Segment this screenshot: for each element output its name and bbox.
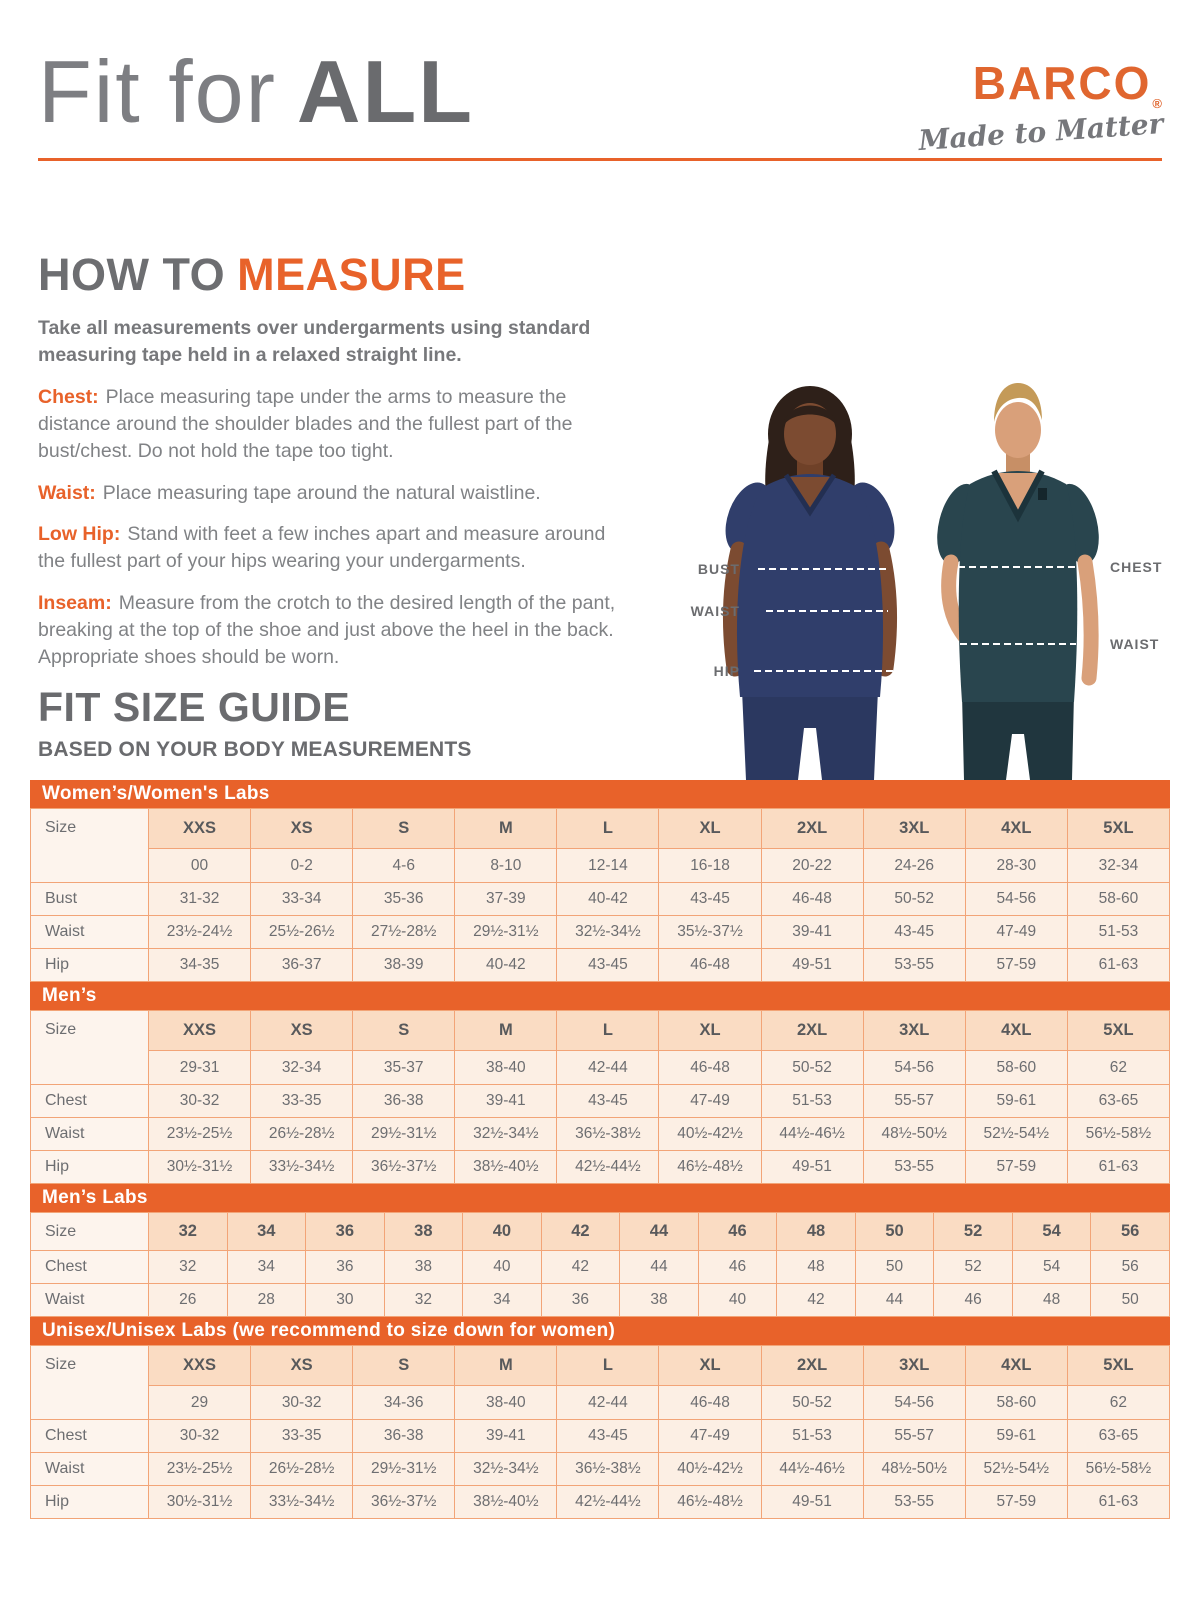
measurement-cell: 61-63 [1067,1486,1169,1519]
measure-item-low-hip [38,521,632,575]
measure-item-chest [38,384,632,465]
table-row [31,1118,1170,1151]
size-number-cell: 62 [1067,1386,1169,1420]
measurement-cell: 53-55 [863,1486,965,1519]
size-header-cell: S [353,1011,455,1051]
measurement-cell: 32½-34½ [557,916,659,949]
size-header-cell: 2XL [761,1346,863,1386]
measurement-cell: 29½-31½ [353,1118,455,1151]
table-row [31,916,1170,949]
size-number-cell: 29 [149,1386,251,1420]
size-header-cell: 2XL [761,1011,863,1051]
measurement-cell: 52 [934,1251,1013,1284]
size-header-cell: 48 [777,1213,856,1251]
measurement-cell: 54-56 [965,883,1067,916]
measurement-cell: 42 [541,1251,620,1284]
measurement-cell: 48½-50½ [863,1453,965,1486]
row-label: Waist [31,1118,149,1151]
measurement-cell: 34 [463,1284,542,1317]
size-table-mens-labs-grid [30,1212,1170,1317]
measurement-cell: 50 [1091,1284,1170,1317]
measurement-cell: 43-45 [659,883,761,916]
size-header-cell: XL [659,1011,761,1051]
size-number-cell: 42-44 [557,1051,659,1085]
measurement-cell: 32 [384,1284,463,1317]
measurement-cell: 34 [227,1251,306,1284]
measurement-cell: 35½-37½ [659,916,761,949]
size-number-cell: 4-6 [353,849,455,883]
measure-term: Low Hip: [38,523,121,546]
female-model [717,386,912,780]
table-row [31,1486,1170,1519]
measurement-cell: 51-53 [761,1085,863,1118]
measurement-cell: 59-61 [965,1420,1067,1453]
measure-text: Place measuring tape under the arms to measure the distance around the shoulder blades and the fullest part of the bust/chest. Do not hold the tape too tight. [38,385,573,462]
size-header-cell: L [557,809,659,849]
row-label: Waist [31,1284,149,1317]
size-header-cell: 4XL [965,1346,1067,1386]
size-header-cell: 54 [1012,1213,1091,1251]
size-tables [30,780,1170,1519]
measurement-cell: 56 [1091,1251,1170,1284]
size-number-cell: 54-56 [863,1051,965,1085]
size-header-cell: 5XL [1067,809,1169,849]
size-number-cell: 8-10 [455,849,557,883]
row-label: Waist [31,1453,149,1486]
size-number-cell: 50-52 [761,1386,863,1420]
size-header-cell: 44 [620,1213,699,1251]
measurement-cell: 52½-54½ [965,1118,1067,1151]
size-number-cell: 0-2 [251,849,353,883]
measurement-cell: 57-59 [965,1486,1067,1519]
measurement-cell: 43-45 [557,1420,659,1453]
page-title [38,42,474,141]
how-to-measure-section [38,249,632,671]
measurement-cell: 48 [777,1251,856,1284]
measurement-cell: 33½-34½ [251,1151,353,1184]
measurement-cell: 23½-25½ [149,1118,251,1151]
measurement-cell: 31-32 [149,883,251,916]
measurement-cell: 30 [306,1284,385,1317]
size-header-cell: 3XL [863,809,965,849]
measurement-cell: 36-37 [251,949,353,982]
size-table-womens-grid [30,808,1170,982]
measurement-cell: 63-65 [1067,1085,1169,1118]
size-header-cell: 2XL [761,809,863,849]
measurement-cell: 50-52 [863,883,965,916]
measurement-cell: 43-45 [557,1085,659,1118]
measurement-cell: 42½-44½ [557,1486,659,1519]
measurement-cell: 36½-37½ [353,1486,455,1519]
measurement-cell: 38 [620,1284,699,1317]
measurement-cell: 40 [698,1284,777,1317]
measurement-cell: 38½-40½ [455,1486,557,1519]
size-number-cell: 50-52 [761,1051,863,1085]
size-number-cell: 58-60 [965,1051,1067,1085]
size-number-cell: 32-34 [1067,849,1169,883]
size-number-cell: 62 [1067,1051,1169,1085]
waist-label-male: WAIST [1110,636,1160,652]
measurement-cell: 39-41 [761,916,863,949]
table-row [31,1151,1170,1184]
measurement-cell: 32½-34½ [455,1118,557,1151]
table-row [31,883,1170,916]
size-header-cell: 3XL [863,1011,965,1051]
measure-text: Stand with feet a few inches apart and measure around the fullest part of your hips wearing your undergarments. [38,523,606,573]
size-header-cell: XL [659,809,761,849]
size-header-cell: M [455,809,557,849]
measurement-cell: 36-38 [353,1085,455,1118]
measurement-cell: 30-32 [149,1420,251,1453]
row-label-size: Size [31,1213,149,1251]
measurement-cell: 32½-34½ [455,1453,557,1486]
size-header-cell: 5XL [1067,1011,1169,1051]
measurement-cell: 49-51 [761,949,863,982]
measure-text: Measure from the crotch to the desired length of the pant, breaking at the top of the shoe and just above the heel in the back. Appropriate shoes should be worn. [38,592,616,669]
row-label-size: Size [31,809,149,883]
waist-label-female: WAIST [690,603,740,619]
size-number-cell: 35-37 [353,1051,455,1085]
measurement-cell: 38-39 [353,949,455,982]
measurement-cell: 48 [1012,1284,1091,1317]
measurement-cell: 38½-40½ [455,1151,557,1184]
measurement-cell: 42½-44½ [557,1151,659,1184]
measurement-cell: 25½-26½ [251,916,353,949]
measurement-cell: 38 [384,1251,463,1284]
measurement-cell: 23½-25½ [149,1453,251,1486]
measurement-cell: 29½-31½ [455,916,557,949]
row-label: Chest [31,1085,149,1118]
measurement-cell: 47-49 [659,1085,761,1118]
table-row [31,1284,1170,1317]
measurement-cell: 33-35 [251,1085,353,1118]
size-table-womens [30,780,1170,982]
measurement-cell: 61-63 [1067,1151,1169,1184]
size-header-cell: 36 [306,1213,385,1251]
measurement-models-figure [640,372,1200,780]
hip-label: HIP [713,663,740,679]
row-label: Hip [31,1151,149,1184]
measure-term: Inseam: [38,592,112,615]
size-number-cell: 29-31 [149,1051,251,1085]
row-label: Chest [31,1420,149,1453]
heading-gray-part: HOW TO [38,249,226,300]
measurement-cell: 37-39 [455,883,557,916]
measurement-cell: 33½-34½ [251,1486,353,1519]
measurement-cell: 33-34 [251,883,353,916]
size-header-cell: XL [659,1346,761,1386]
size-header-cell: 3XL [863,1346,965,1386]
measurement-cell: 49-51 [761,1486,863,1519]
measurement-cell: 43-45 [557,949,659,982]
measurement-cell: 55-57 [863,1420,965,1453]
size-number-cell: 42-44 [557,1386,659,1420]
measurement-cell: 44 [855,1284,934,1317]
measurement-cell: 40-42 [557,883,659,916]
measurement-cell: 34-35 [149,949,251,982]
barco-wordmark [918,57,1164,111]
measurement-cell: 28 [227,1284,306,1317]
measurement-cell: 59-61 [965,1085,1067,1118]
measurement-cell: 36 [306,1251,385,1284]
measurement-cell: 42 [777,1284,856,1317]
measurement-cell: 26 [149,1284,228,1317]
row-label: Waist [31,916,149,949]
size-header-cell: XS [251,1011,353,1051]
size-header-cell: 52 [934,1213,1013,1251]
barco-brand-text: BARCO [972,57,1152,109]
measurement-cell: 51-53 [1067,916,1169,949]
size-number-cell: 58-60 [965,1386,1067,1420]
measurement-cell: 46 [698,1251,777,1284]
measurement-cell: 57-59 [965,949,1067,982]
size-number-cell: 34-36 [353,1386,455,1420]
row-label: Hip [31,949,149,982]
barco-logo [917,57,1165,158]
row-label-size: Size [31,1346,149,1420]
row-label: Chest [31,1251,149,1284]
size-header-cell: XXS [149,1346,251,1386]
size-header-cell: L [557,1346,659,1386]
size-number-cell: 00 [149,849,251,883]
size-header-cell: M [455,1346,557,1386]
measurement-cell: 46-48 [659,949,761,982]
measurement-cell: 43-45 [863,916,965,949]
measurement-cell: 39-41 [455,1420,557,1453]
size-number-cell: 54-56 [863,1386,965,1420]
size-number-cell: 32-34 [251,1051,353,1085]
chest-label: CHEST [1110,559,1163,575]
size-header-cell: 50 [855,1213,934,1251]
measurement-cell: 57-59 [965,1151,1067,1184]
measurement-cell: 33-35 [251,1420,353,1453]
row-label: Bust [31,883,149,916]
heading-orange-part: MEASURE [237,249,466,300]
size-header-cell: 4XL [965,1011,1067,1051]
measurement-cell: 61-63 [1067,949,1169,982]
size-header-cell: M [455,1011,557,1051]
measurement-cell: 44½-46½ [761,1118,863,1151]
page-title-bold: ALL [296,42,474,141]
measurement-cell: 40½-42½ [659,1453,761,1486]
measurement-cell: 49-51 [761,1151,863,1184]
size-header-cell: 38 [384,1213,463,1251]
how-to-measure-heading [38,249,632,300]
measurement-cell: 26½-28½ [251,1118,353,1151]
table-row [31,1251,1170,1284]
measurement-cell: 56½-58½ [1067,1118,1169,1151]
measurement-cell: 26½-28½ [251,1453,353,1486]
table-banner-unisex: Unisex/Unisex Labs (we recommend to size down for women) [30,1317,1170,1345]
size-header-cell: 40 [463,1213,542,1251]
measurement-cell: 53-55 [863,949,965,982]
size-number-cell: 38-40 [455,1051,557,1085]
measurement-cell: 30-32 [149,1085,251,1118]
measurement-cell: 36½-38½ [557,1118,659,1151]
table-row [31,1420,1170,1453]
measurement-cell: 36½-37½ [353,1151,455,1184]
orange-divider [38,158,1162,161]
measurement-cell: 30½-31½ [149,1486,251,1519]
measurement-cell: 27½-28½ [353,916,455,949]
table-row [31,949,1170,982]
measurement-cell: 54 [1012,1251,1091,1284]
measurement-cell: 58-60 [1067,883,1169,916]
measurement-cell: 40-42 [455,949,557,982]
table-row [31,1453,1170,1486]
measure-term: Waist: [38,481,96,504]
measure-item-inseam [38,590,632,671]
size-header-cell: 32 [149,1213,228,1251]
measurement-cell: 63-65 [1067,1420,1169,1453]
page-title-light: Fit for [38,42,277,141]
size-number-cell: 28-30 [965,849,1067,883]
row-label-size: Size [31,1011,149,1085]
size-header-cell: XS [251,809,353,849]
size-header-cell: L [557,1011,659,1051]
measurement-cell: 23½-24½ [149,916,251,949]
models-illustration [640,372,1200,780]
size-table-unisex [30,1317,1170,1519]
size-header-cell: XXS [149,1011,251,1051]
measurement-cell: 32 [149,1251,228,1284]
size-number-cell: 12-14 [557,849,659,883]
size-table-unisex-grid [30,1345,1170,1519]
size-number-cell: 38-40 [455,1386,557,1420]
measure-item-waist [38,480,632,507]
measurement-cell: 30½-31½ [149,1151,251,1184]
size-header-cell: XXS [149,809,251,849]
bust-label: BUST [697,561,740,577]
measurement-cell: 51-53 [761,1420,863,1453]
measure-term: Chest: [38,385,99,408]
measurement-cell: 46½-48½ [659,1486,761,1519]
row-label: Hip [31,1486,149,1519]
table-banner-womens: Women’s/Women's Labs [30,780,1170,808]
size-number-cell: 24-26 [863,849,965,883]
measurement-cell: 44 [620,1251,699,1284]
measurement-cell: 36½-38½ [557,1453,659,1486]
measure-intro: Take all measurements over undergarments using standard measuring tape held in a relaxed straight line. [38,317,591,366]
measure-text: Place measuring tape around the natural waistline. [102,481,541,504]
measurement-cell: 55-57 [863,1085,965,1118]
size-header-cell: 5XL [1067,1346,1169,1386]
size-table-mens-grid [30,1010,1170,1184]
size-header-cell: XS [251,1346,353,1386]
registered-mark: ® [1152,96,1164,111]
size-number-cell: 16-18 [659,849,761,883]
size-header-cell: S [353,1346,455,1386]
size-number-cell: 46-48 [659,1051,761,1085]
measurement-cell: 50 [855,1251,934,1284]
measurement-cell: 52½-54½ [965,1453,1067,1486]
measurement-cell: 47-49 [965,916,1067,949]
logo-tagline: Made to Matter [917,107,1165,158]
size-number-cell: 46-48 [659,1386,761,1420]
measurement-cell: 56½-58½ [1067,1453,1169,1486]
fit-size-guide-heading: FIT SIZE GUIDE [38,684,351,730]
measurement-cell: 47-49 [659,1420,761,1453]
measurement-cell: 35-36 [353,883,455,916]
size-header-cell: 46 [698,1213,777,1251]
measurement-cell: 36-38 [353,1420,455,1453]
fit-size-guide-subheading: BASED ON YOUR BODY MEASUREMENTS [38,738,472,761]
chest-pocket [1038,488,1047,500]
size-header-cell: 4XL [965,809,1067,849]
size-header-cell: 42 [541,1213,620,1251]
size-number-cell: 20-22 [761,849,863,883]
measurement-cell: 29½-31½ [353,1453,455,1486]
measurement-cell: 46 [934,1284,1013,1317]
size-header-cell: S [353,809,455,849]
size-header-cell: 56 [1091,1213,1170,1251]
table-banner-mens-labs: Men’s Labs [30,1184,1170,1212]
measurement-cell: 36 [541,1284,620,1317]
table-row [31,1085,1170,1118]
size-header-cell: 34 [227,1213,306,1251]
measurement-cell: 40½-42½ [659,1118,761,1151]
measurement-cell: 44½-46½ [761,1453,863,1486]
measurement-cell: 40 [463,1251,542,1284]
measurement-cell: 46½-48½ [659,1151,761,1184]
measurement-cell: 46-48 [761,883,863,916]
size-table-mens [30,982,1170,1184]
male-model [930,383,1107,780]
size-number-cell: 30-32 [251,1386,353,1420]
table-banner-mens: Men’s [30,982,1170,1010]
measurement-cell: 48½-50½ [863,1118,965,1151]
measurement-cell: 39-41 [455,1085,557,1118]
measurement-cell: 53-55 [863,1151,965,1184]
size-table-mens-labs [30,1184,1170,1317]
